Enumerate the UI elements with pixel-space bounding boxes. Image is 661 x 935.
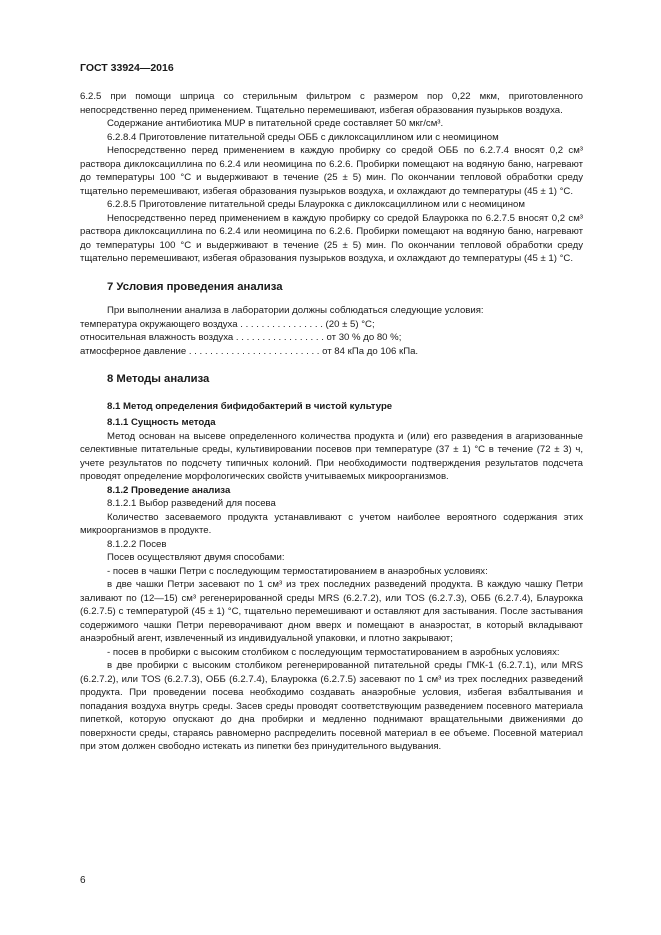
document-header: ГОСТ 33924—2016	[80, 62, 174, 74]
section-heading: 8 Методы анализа	[107, 373, 210, 385]
list-item: - посев в пробирки с высоким столбиком с последующим термостатированием в аэробных условиях:	[107, 646, 560, 658]
paragraph: Метод основан на высеве определенного количества продукта и (или) его разведения в агаризованные селективные питательные среды, культивировании посевов при температуре (37 ± 1) °С в течение (72 ± 3) ч, учете результатов по подсчету типичных колоний. При необходимости подтверждения результатов подсчета проводят определение морфологических свойств учитываемых микроорганизмов.	[80, 430, 583, 482]
paragraph: в две пробирки с высоким столбиком регенерированной питательной среды ГМК-1 (6.2.7.1), или MRS (6.2.7.2), или TOS (6.2.7.3), ОББ (6.2.7.4), Блаурокка (6.2.7.5) засевают по 1 см³ из трех последних разведений продукта. При проведении посева необходимо создавать анаэробные условия, избегая взбалтывания и попадания воздуха внутрь среды. Засев среды проводят соответствующим разведением посевного материала пипеткой, которую опускают до дна пробирки и медленно поднимают вращательными движениями до поверхности среды, стараясь равномерно распределить посевной материал в ее объеме. Посевной материал при этом должен свободно истекать из пипетки без принудительного выдувания.	[80, 660, 583, 752]
subsection-heading: 8.1.2.2 Посев	[107, 538, 167, 550]
subsection-heading: 6.2.8.5 Приготовление питательной среды Блаурокка с диклоксациллином или с неомицином	[107, 199, 525, 210]
condition-line: атмосферное давление . . . . . . . . . . . . . . . . . . . . . . . . . от 84 кПа до 106 кПа.	[80, 345, 419, 357]
paragraph: Непосредственно перед применением в каждую пробирку со средой Блаурокка по 6.2.7.5 вносят 0,2 см³ раствора диклоксациллина по 6.2.4 или неомицина по 6.2.6. Пробирки помещают на водяную баню, нагревают до температуры 100 °С и выдерживают в течение (25 ± 5) мин. По окончании тепловой обработки среду тщательно перемешивают, избегая образования пузырьков воздуха, и охлаждают до температуры (45 ± 1) °С.	[80, 212, 583, 264]
document-body	[80, 90, 583, 754]
condition-line: температура окружающего воздуха . . . . . . . . . . . . . . . . (20 ± 5) °С;	[80, 318, 375, 330]
subsection-heading: 8.1.2.1 Выбор разведений для посева	[107, 498, 276, 509]
paragraph: 6.2.5 при помощи шприца со стерильным фильтром с размером пор 0,22 мкм, приготовленного непосредственно перед применением. Тщательно перемешивают, избегая образования пузырьков воздуха.	[80, 91, 583, 116]
subsection-heading: 8.1 Метод определения бифидобактерий в чистой культуре	[107, 400, 393, 412]
paragraph: При выполнении анализа в лаборатории должны соблюдаться следующие условия:	[107, 305, 484, 316]
page-number: 6	[80, 875, 86, 886]
paragraph: в две чашки Петри засевают по 1 см³ из трех последних разведений продукта. В каждую чашку Петри заливают по (12—15) см³ регенерированной среды MRS (6.2.7.2), или TOS (6.2.7.3), ОББ (6.2.7.4), Блаурокка (6.2.7.5) с температурой (45 ± 1) °С, тщательно перемешивают и оставляют для застывания. После застывания содержимого чашки Петри переворачивают дном вверх и помещают в анаэростат, в который вкладывают анаэробный агент, извлеченный из индивидуальной упаковки, и плотно закрывают;	[80, 579, 583, 644]
subsection-heading: 8.1.2 Проведение анализа	[107, 484, 231, 496]
paragraph: Непосредственно перед применением в каждую пробирку со средой ОББ по 6.2.7.4 вносят 0,2 см³ раствора диклоксациллина по 6.2.4 или неомицина по 6.2.6. Пробирки помещают на водяную баню, нагревают до температуры 100 °С и выдерживают в течение (25 ± 5) мин. По окончании тепловой обработки среду тщательно перемешивают, избегая образования пузырьков воздуха, и охлаждают до температуры (45 ± 1) °С.	[80, 145, 583, 197]
paragraph: Посев осуществляют двумя способами:	[107, 552, 285, 563]
condition-line: относительная влажность воздуха . . . . . . . . . . . . . . . . . от 30 % до 80 %;	[80, 332, 402, 343]
section-heading: 7 Условия проведения анализа	[107, 280, 283, 293]
paragraph: Содержание антибиотика MUP в питательной среде составляет 50 мкг/см³.	[107, 118, 444, 129]
paragraph: Количество засеваемого продукта устанавливают с учетом наиболее вероятного содержания этих микроорганизмов в продукте.	[80, 511, 583, 536]
subsection-heading: 8.1.1 Сущность метода	[107, 417, 216, 428]
subsection-heading: 6.2.8.4 Приготовление питательной среды ОББ с диклоксациллином или с неомицином	[107, 131, 499, 143]
list-item: - посев в чашки Петри с последующим термостатированием в анаэробных условиях:	[107, 565, 488, 577]
